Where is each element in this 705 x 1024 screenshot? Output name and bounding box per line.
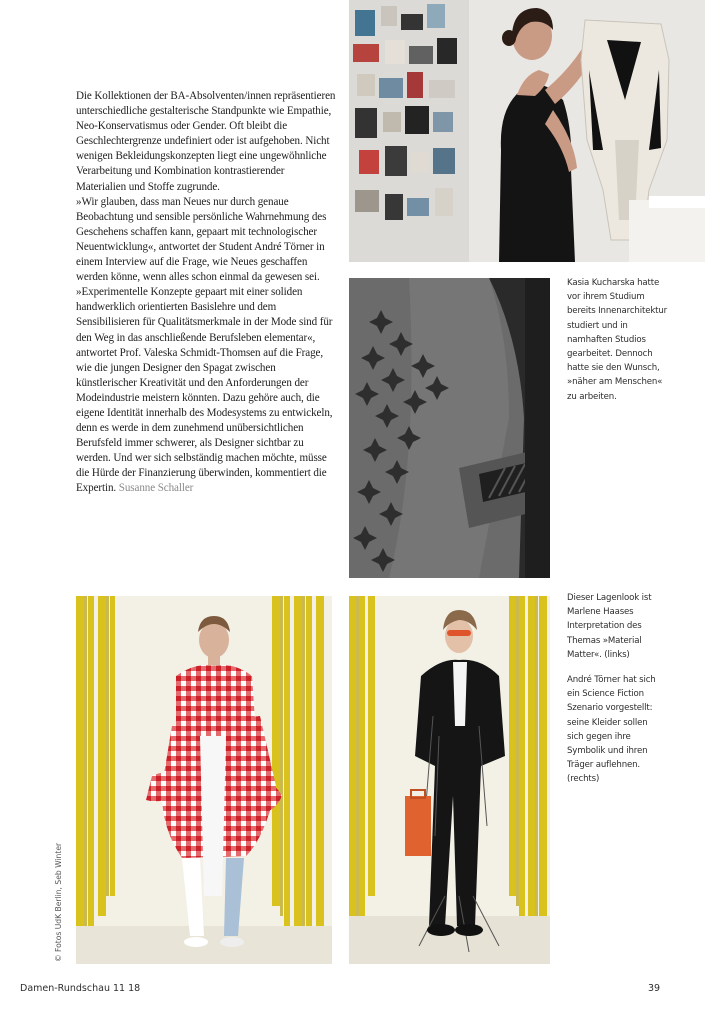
article-paragraph-3-text: »Experimentelle Konzepte gepaart mit einer soliden handwerklich orientierten Basislehre und dem Sensibilisieren für Qualitätsmerkmale in der Mode sind für den Weg in das anschließende Berufsleben elementar«, antwortet Prof. Valeska Schmidt-Thomsen auf die Frage, wie die jungen Designer den Spagat zwischen künstlerischer Kreativität und den Anforderungen der Modeindustrie meistern könnten. Dazu gehöre auch, die eigene Identität innerhalb des Modesystems zu entwickeln, denn es werde in dem zunehmend unübersichtlichen Berufsfeld immer schwerer, als Designer sichtbar zu werden. Und wer sich selbständig machen möchte, müsse die Hürde der Finanzierung überwinden, kommentiert die Expertin. xyxy=(76,286,333,495)
article-paragraph-2: »Wir glauben, dass man Neues nur durch genaue Beobachtung und sensible persönliche Wahrnehmung des Geschehens schaffen kann, gepaart mit technologischer Neuentwicklung«, antwortet der Student André Törner in einem Interview auf die Frage, wie Neues geschaffen werden könne, wenn alles schon einmal da gewesen sei. xyxy=(76,195,327,284)
caption-right-column xyxy=(567,591,661,798)
footer-publication: Damen-Rundschau 11 18 xyxy=(20,983,141,994)
photo-jacket-detail xyxy=(349,278,550,578)
photo-gingham-look xyxy=(76,596,332,964)
caption-kasia-text: Kasia Kucharska hatte vor ihrem Studium bereits Innenarchitektur studiert und in namhaften Studios gearbeitet. Dennoch hatte sie den Wunsch, »näher am Menschen« zu arbeiten. xyxy=(567,278,668,402)
photo-black-look xyxy=(349,596,550,964)
caption-andre-text: André Törner hat sich ein Science Fiction Szenario vorgestellt: seine Kleider sollen sich gegen ihre Symbolik und ihren Träger auflehnen. (rechts) xyxy=(567,675,656,785)
caption-marlene-text: Dieser Lagenlook ist Marlene Haases Interpretation des Themas »Material Matter«. (links) xyxy=(567,593,652,660)
article-paragraph-1: Die Kollektionen der BA-Absolventen/innen repräsentieren unterschiedliche gestalterische Standpunkte wie Empathie, Neo-Konservatismus oder Gender. Oft bleibt die Geschlechtergrenze undefiniert oder ist aufgehoben. Nicht wenigen Bekleidungskonzepten liegt eine ungewöhnliche Verarbeitung und Kombination kontrastierender Materialien und Stoffe zugrunde. xyxy=(76,90,336,193)
page-number: 39 xyxy=(648,983,661,994)
photo-credit: © Fotos UdK Berlin, Seb Winter xyxy=(54,842,63,962)
photo-designer-moodboard xyxy=(349,0,705,262)
caption-kasia-kucharska xyxy=(567,276,669,415)
article-body xyxy=(76,89,336,497)
article-paragraph-3 xyxy=(76,285,336,496)
article-author: Susanne Schaller xyxy=(118,482,194,495)
